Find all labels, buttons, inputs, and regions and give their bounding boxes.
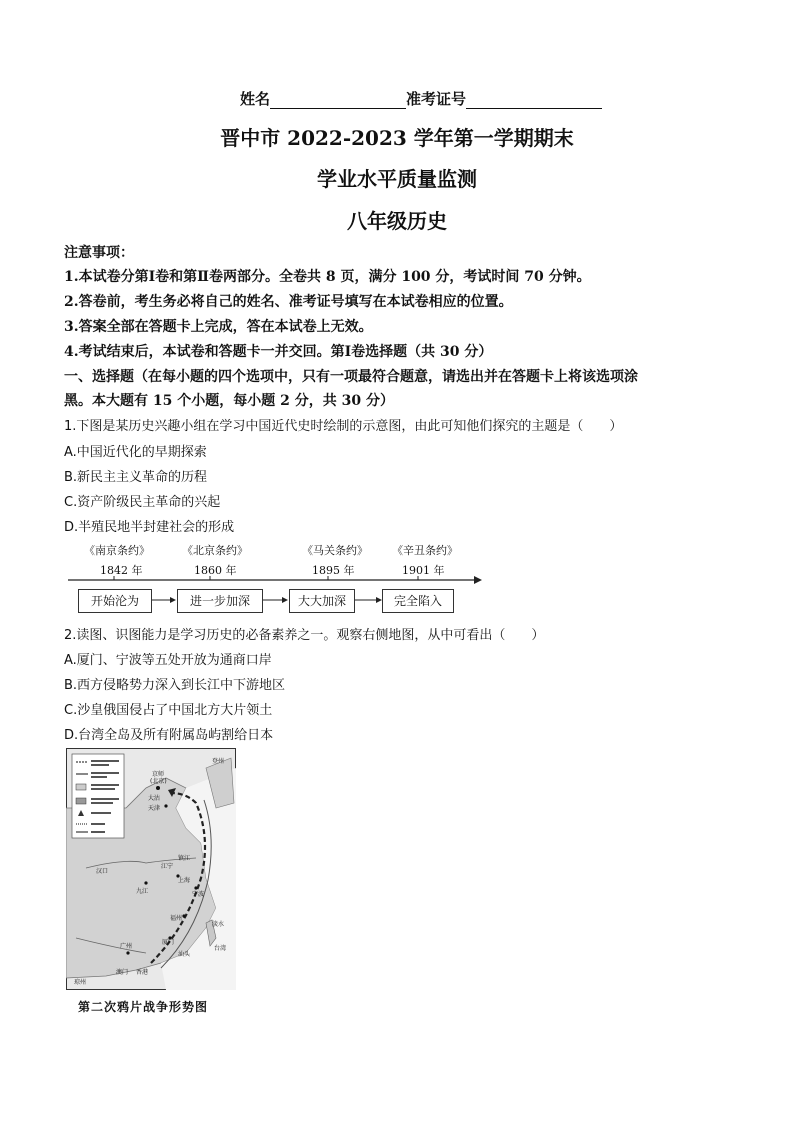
map-label: 福州 (170, 915, 183, 922)
map-label: 江宁 (161, 863, 174, 870)
map-label: 京师 (152, 771, 165, 778)
question-1-stem: 1.下图是某历史兴趣小组在学习中国近代史时绘制的示意图，由此可知他们探究的主题是（ ） (64, 419, 623, 434)
treaty-label: 《辛丑条约》 (392, 544, 458, 557)
notice-item: 2.答卷前，考生务必将自己的姓名、准考证号填写在本试卷相应的位置。 (64, 294, 513, 310)
section-instruction-line1: 一、选择题（在每小题的四个选项中，只有一项最符合题意，请选出并在答题卡上将该选项涂 (64, 369, 638, 385)
candidate-info-row (240, 88, 602, 109)
treaty-year: 1842 年 (100, 564, 143, 577)
treaty-year: 1901 年 (402, 564, 445, 577)
name-label: 姓名 (240, 90, 271, 108)
question-2-stem: 2.读图、识图能力是学习历史的必备素养之一。观察右侧地图，从中可看出（ ） (64, 628, 545, 643)
map-label: 登州 (212, 758, 225, 765)
question-1-option-c: C.资产阶级民主革命的兴起 (64, 495, 221, 510)
notice-item: 1.本试卷分第Ⅰ卷和第Ⅱ卷两部分。全卷共 8 页，满分 100 分，考试时间 70 分钟。 (64, 269, 591, 285)
map-label: 九江 (136, 888, 149, 895)
map-drawing (66, 748, 236, 990)
map-label: 镇江 (178, 855, 191, 862)
map-label: 大沽 (148, 795, 161, 802)
id-blank (466, 92, 602, 109)
map-label: 宁波 (192, 891, 205, 898)
map-label: 澳门 (116, 969, 129, 976)
notice-heading: 注意事项： (64, 245, 134, 261)
notice-item: 3.答案全部在答题卡上完成，答在本试卷上无效。 (64, 319, 373, 335)
treaty-label: 《马关条约》 (302, 544, 368, 557)
question-1-option-a: A.中国近代化的早期探索 (64, 445, 207, 460)
treaty-year: 1895 年 (312, 564, 355, 577)
question-2-option-d: D.台湾全岛及所有附属岛屿割给日本 (64, 728, 274, 743)
question-1-option-b: B.新民主主义革命的历程 (64, 470, 208, 485)
stage-box: 完全陷入 (382, 589, 454, 613)
question-2-option-c: C.沙皇俄国侵占了中国北方大片领土 (64, 703, 273, 718)
map-label: 汉口 (96, 868, 109, 875)
map-label: 天津 (148, 805, 161, 812)
map-label: 台湾 (214, 945, 227, 952)
stage-box: 进一步加深 (177, 589, 263, 613)
notice-item: 4.考试结束后，本试卷和答题卡一并交回。第Ⅰ卷选择题（共 30 分） (64, 344, 493, 360)
semi-colonial-timeline (64, 538, 484, 618)
map-label: 淡水 (212, 921, 225, 928)
map-label: 上海 (178, 877, 191, 884)
subject-title: 八年级历史 (347, 209, 447, 233)
map-label: 琼州 (74, 979, 87, 986)
second-opium-war-map (66, 748, 236, 990)
treaty-label: 《北京条约》 (182, 544, 248, 557)
map-label: (北京) (150, 778, 167, 785)
map-caption: 第二次鸦片战争形势图 (78, 1000, 209, 1014)
question-2-option-a: A.厦门、宁波等五处开放为通商口岸 (64, 653, 272, 668)
stage-box: 开始沦为 (78, 589, 152, 613)
question-1-option-d: D.半殖民地半封建社会的形成 (64, 520, 235, 535)
exam-title: 晋中市 2022-2023 学年第一学期期末 (220, 126, 574, 150)
section-instruction-line2: 黑。本大题有 15 个小题，每小题 2 分，共 30 分） (64, 393, 394, 409)
id-label: 准考证号 (406, 90, 467, 108)
map-label: 广州 (120, 943, 133, 950)
treaty-label: 《南京条约》 (84, 544, 150, 557)
name-blank (270, 92, 406, 109)
map-label: 汕头 (178, 951, 191, 958)
stage-box: 大大加深 (289, 589, 355, 613)
treaty-year: 1860 年 (194, 564, 237, 577)
question-2-option-b: B.西方侵略势力深入到长江中下游地区 (64, 678, 286, 693)
exam-subtitle: 学业水平质量监测 (317, 167, 477, 191)
map-label: 厦门 (162, 939, 175, 946)
map-label: 香港 (136, 969, 149, 976)
